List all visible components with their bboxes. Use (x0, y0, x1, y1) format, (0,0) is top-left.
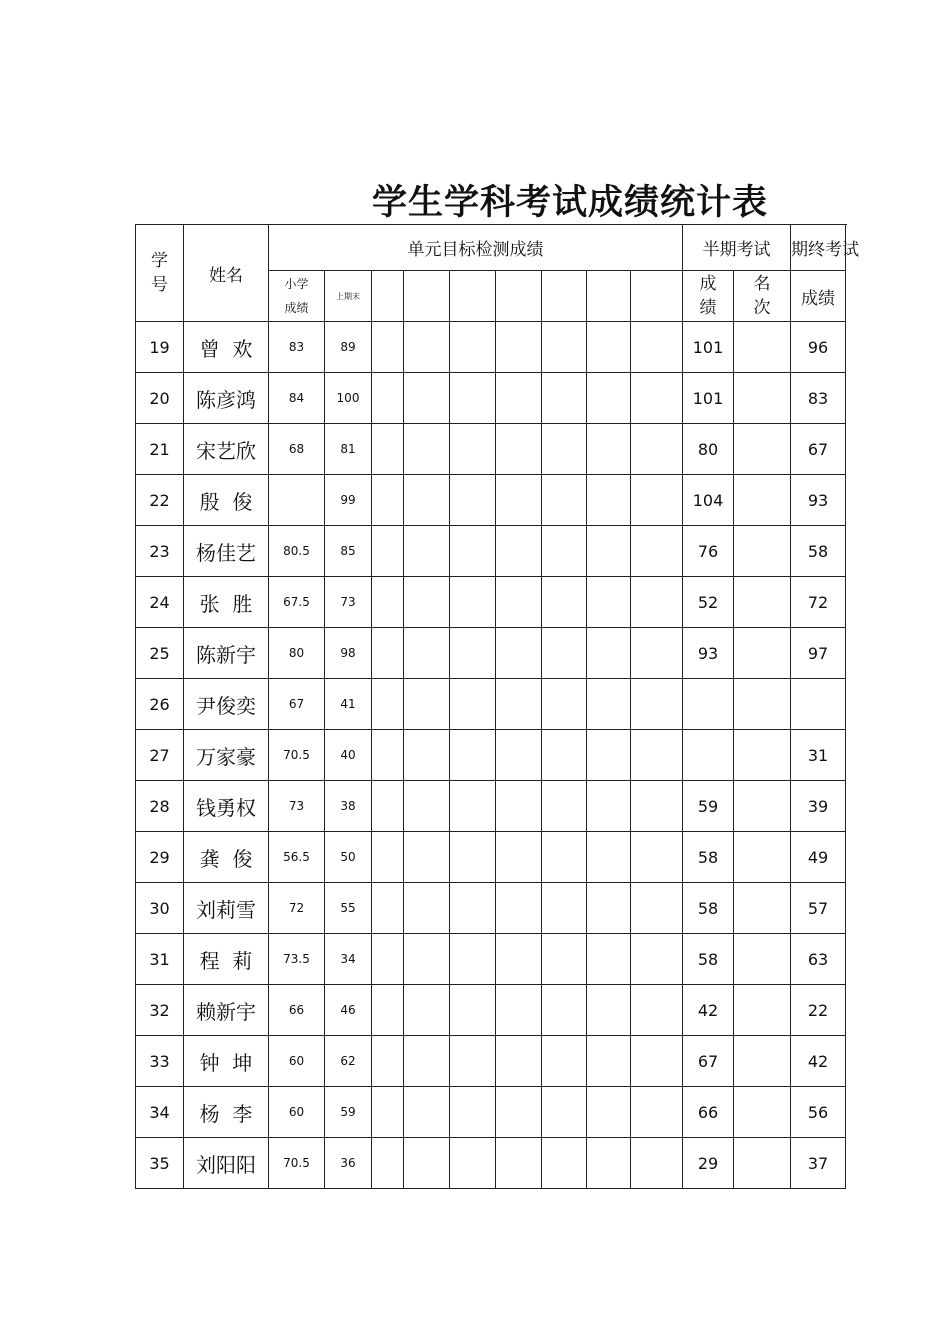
cell-last-term-score: 36 (325, 1138, 372, 1189)
cell-final-score: 72 (791, 577, 846, 628)
cell-unit-blank (542, 832, 587, 883)
cell-unit-blank (372, 424, 404, 475)
cell-unit-blank (404, 1087, 450, 1138)
cell-last-term-score: 99 (325, 475, 372, 526)
cell-midterm-rank (734, 934, 791, 985)
cell-student-id: 30 (136, 883, 184, 934)
cell-unit-blank (542, 730, 587, 781)
cell-unit-blank (372, 475, 404, 526)
cell-unit-blank (587, 1036, 631, 1087)
cell-unit-blank (631, 730, 683, 781)
cell-unit-blank (496, 424, 542, 475)
cell-student-name: 钱勇权 (184, 781, 269, 832)
cell-unit-blank (587, 628, 631, 679)
cell-final-score (791, 679, 846, 730)
page-title: 学生学科考试成绩统计表 (372, 183, 769, 223)
cell-student-name: 陈彦鸿 (184, 373, 269, 424)
cell-final-score: 42 (791, 1036, 846, 1087)
cell-unit-blank (450, 883, 496, 934)
cell-unit-blank (542, 373, 587, 424)
table-row (136, 1036, 846, 1087)
cell-unit-blank (450, 1087, 496, 1138)
cell-unit-blank (404, 679, 450, 730)
cell-unit-blank (404, 730, 450, 781)
cell-unit-blank (542, 475, 587, 526)
cell-unit-blank (450, 679, 496, 730)
cell-student-id: 35 (136, 1138, 184, 1189)
cell-unit-blank (372, 781, 404, 832)
cell-unit-blank (542, 322, 587, 373)
table-row (136, 322, 846, 373)
cell-final-score: 67 (791, 424, 846, 475)
cell-final-score: 22 (791, 985, 846, 1036)
cell-last-term-score: 41 (325, 679, 372, 730)
cell-last-term-score: 85 (325, 526, 372, 577)
header-unit-blank (372, 271, 404, 322)
cell-midterm-score: 67 (683, 1036, 734, 1087)
cell-primary-score: 73 (269, 781, 325, 832)
cell-unit-blank (404, 373, 450, 424)
cell-student-name: 万家豪 (184, 730, 269, 781)
cell-unit-blank (404, 322, 450, 373)
cell-midterm-rank (734, 322, 791, 373)
header-unit-tests: 单元目标检测成绩 (269, 225, 683, 271)
cell-unit-blank (450, 628, 496, 679)
cell-unit-blank (631, 424, 683, 475)
cell-unit-blank (496, 1036, 542, 1087)
cell-midterm-rank (734, 373, 791, 424)
cell-unit-blank (587, 883, 631, 934)
cell-student-name: 杨佳艺 (184, 526, 269, 577)
cell-unit-blank (404, 526, 450, 577)
header-unit-blank (631, 271, 683, 322)
cell-midterm-rank (734, 526, 791, 577)
cell-unit-blank (450, 832, 496, 883)
cell-midterm-score (683, 679, 734, 730)
table-row (136, 424, 846, 475)
cell-student-name: 赖新宇 (184, 985, 269, 1036)
cell-student-id: 28 (136, 781, 184, 832)
cell-unit-blank (587, 526, 631, 577)
cell-last-term-score: 59 (325, 1087, 372, 1138)
cell-unit-blank (372, 934, 404, 985)
cell-midterm-rank (734, 985, 791, 1036)
cell-unit-blank (372, 628, 404, 679)
cell-final-score: 63 (791, 934, 846, 985)
cell-unit-blank (372, 373, 404, 424)
cell-unit-blank (631, 679, 683, 730)
cell-midterm-score: 29 (683, 1138, 734, 1189)
cell-midterm-rank (734, 1036, 791, 1087)
cell-midterm-score: 42 (683, 985, 734, 1036)
cell-unit-blank (404, 985, 450, 1036)
header-mid-rank: 名次 (734, 271, 791, 322)
cell-student-name: 宋艺欣 (184, 424, 269, 475)
cell-primary-score: 72 (269, 883, 325, 934)
cell-midterm-rank (734, 1087, 791, 1138)
cell-unit-blank (587, 1087, 631, 1138)
cell-unit-blank (631, 475, 683, 526)
table-row (136, 730, 846, 781)
cell-primary-score: 80.5 (269, 526, 325, 577)
cell-unit-blank (496, 781, 542, 832)
cell-student-id: 23 (136, 526, 184, 577)
cell-midterm-score: 80 (683, 424, 734, 475)
cell-midterm-rank (734, 475, 791, 526)
cell-unit-blank (496, 883, 542, 934)
cell-student-id: 26 (136, 679, 184, 730)
header-final-score: 成绩 (791, 271, 846, 322)
cell-unit-blank (404, 832, 450, 883)
cell-student-id: 21 (136, 424, 184, 475)
cell-unit-blank (372, 577, 404, 628)
cell-midterm-score: 101 (683, 322, 734, 373)
cell-student-name: 张 胜 (184, 577, 269, 628)
cell-student-id: 22 (136, 475, 184, 526)
cell-unit-blank (450, 577, 496, 628)
cell-primary-score: 67.5 (269, 577, 325, 628)
cell-unit-blank (631, 883, 683, 934)
table-row (136, 679, 846, 730)
cell-unit-blank (496, 475, 542, 526)
cell-midterm-rank (734, 628, 791, 679)
cell-student-name: 刘阳阳 (184, 1138, 269, 1189)
cell-midterm-score (683, 730, 734, 781)
cell-unit-blank (587, 679, 631, 730)
table-row (136, 577, 846, 628)
cell-unit-blank (631, 985, 683, 1036)
cell-final-score: 96 (791, 322, 846, 373)
cell-unit-blank (631, 1138, 683, 1189)
cell-student-id: 31 (136, 934, 184, 985)
cell-unit-blank (372, 1138, 404, 1189)
cell-unit-blank (450, 373, 496, 424)
cell-student-id: 27 (136, 730, 184, 781)
cell-last-term-score: 81 (325, 424, 372, 475)
cell-unit-blank (404, 883, 450, 934)
cell-final-score: 97 (791, 628, 846, 679)
cell-unit-blank (542, 781, 587, 832)
cell-primary-score: 84 (269, 373, 325, 424)
cell-unit-blank (587, 373, 631, 424)
cell-unit-blank (587, 781, 631, 832)
cell-final-score: 83 (791, 373, 846, 424)
cell-unit-blank (372, 832, 404, 883)
cell-unit-blank (450, 1138, 496, 1189)
cell-midterm-rank (734, 424, 791, 475)
cell-student-id: 29 (136, 832, 184, 883)
table-row (136, 1138, 846, 1189)
cell-unit-blank (496, 832, 542, 883)
cell-midterm-score: 58 (683, 934, 734, 985)
cell-student-id: 19 (136, 322, 184, 373)
cell-unit-blank (450, 730, 496, 781)
cell-unit-blank (372, 883, 404, 934)
cell-last-term-score: 62 (325, 1036, 372, 1087)
cell-unit-blank (542, 628, 587, 679)
cell-student-name: 殷 俊 (184, 475, 269, 526)
cell-unit-blank (496, 1087, 542, 1138)
cell-unit-blank (404, 1138, 450, 1189)
cell-unit-blank (631, 1087, 683, 1138)
cell-unit-blank (496, 1138, 542, 1189)
cell-student-name: 尹俊奕 (184, 679, 269, 730)
cell-primary-score: 67 (269, 679, 325, 730)
cell-last-term-score: 40 (325, 730, 372, 781)
cell-student-name: 龚 俊 (184, 832, 269, 883)
header-unit-blank (587, 271, 631, 322)
table-row (136, 883, 846, 934)
header-unit-blank (450, 271, 496, 322)
cell-midterm-score: 66 (683, 1087, 734, 1138)
header-primary-score: 小学成绩 (269, 271, 325, 322)
cell-last-term-score: 50 (325, 832, 372, 883)
table-row (136, 475, 846, 526)
table-row (136, 628, 846, 679)
cell-final-score: 57 (791, 883, 846, 934)
cell-final-score: 31 (791, 730, 846, 781)
table-row (136, 934, 846, 985)
cell-final-score: 56 (791, 1087, 846, 1138)
cell-student-name: 杨 李 (184, 1087, 269, 1138)
cell-unit-blank (542, 985, 587, 1036)
header-row-1 (136, 225, 846, 271)
cell-last-term-score: 46 (325, 985, 372, 1036)
cell-unit-blank (542, 1036, 587, 1087)
cell-unit-blank (542, 424, 587, 475)
cell-unit-blank (631, 373, 683, 424)
cell-unit-blank (496, 526, 542, 577)
table-row (136, 526, 846, 577)
cell-unit-blank (372, 1087, 404, 1138)
cell-unit-blank (587, 475, 631, 526)
cell-last-term-score: 38 (325, 781, 372, 832)
cell-midterm-score: 104 (683, 475, 734, 526)
cell-midterm-score: 58 (683, 883, 734, 934)
cell-unit-blank (372, 985, 404, 1036)
cell-unit-blank (496, 628, 542, 679)
cell-unit-blank (372, 1036, 404, 1087)
cell-unit-blank (542, 883, 587, 934)
cell-unit-blank (372, 679, 404, 730)
cell-last-term-score: 34 (325, 934, 372, 985)
cell-student-id: 20 (136, 373, 184, 424)
cell-primary-score: 68 (269, 424, 325, 475)
cell-unit-blank (404, 934, 450, 985)
cell-unit-blank (496, 679, 542, 730)
cell-last-term-score: 55 (325, 883, 372, 934)
cell-unit-blank (450, 526, 496, 577)
cell-midterm-rank (734, 832, 791, 883)
cell-midterm-rank (734, 1138, 791, 1189)
cell-last-term-score: 89 (325, 322, 372, 373)
header-name: 姓名 (184, 225, 269, 322)
cell-primary-score: 60 (269, 1087, 325, 1138)
cell-unit-blank (587, 424, 631, 475)
cell-unit-blank (542, 1138, 587, 1189)
cell-unit-blank (450, 781, 496, 832)
cell-unit-blank (450, 475, 496, 526)
cell-primary-score: 83 (269, 322, 325, 373)
cell-unit-blank (496, 373, 542, 424)
cell-midterm-score: 52 (683, 577, 734, 628)
cell-unit-blank (496, 934, 542, 985)
cell-unit-blank (587, 577, 631, 628)
cell-final-score: 37 (791, 1138, 846, 1189)
cell-unit-blank (404, 1036, 450, 1087)
header-unit-blank (404, 271, 450, 322)
cell-unit-blank (542, 679, 587, 730)
cell-midterm-rank (734, 577, 791, 628)
header-final: 期终考试 (791, 225, 846, 271)
cell-unit-blank (404, 628, 450, 679)
header-midterm: 半期考试 (683, 225, 791, 271)
cell-primary-score: 70.5 (269, 730, 325, 781)
cell-primary-score: 60 (269, 1036, 325, 1087)
cell-unit-blank (450, 322, 496, 373)
cell-primary-score: 80 (269, 628, 325, 679)
cell-unit-blank (542, 934, 587, 985)
cell-midterm-rank (734, 781, 791, 832)
cell-unit-blank (496, 577, 542, 628)
cell-final-score: 39 (791, 781, 846, 832)
cell-midterm-score: 76 (683, 526, 734, 577)
table-row (136, 985, 846, 1036)
header-unit-blank (496, 271, 542, 322)
cell-unit-blank (542, 526, 587, 577)
header-unit-blank (542, 271, 587, 322)
cell-unit-blank (631, 577, 683, 628)
header-last-term: 上期末 (325, 271, 372, 322)
cell-last-term-score: 100 (325, 373, 372, 424)
cell-primary-score: 56.5 (269, 832, 325, 883)
cell-unit-blank (587, 985, 631, 1036)
cell-final-score: 93 (791, 475, 846, 526)
cell-student-name: 钟 坤 (184, 1036, 269, 1087)
cell-primary-score (269, 475, 325, 526)
cell-primary-score: 66 (269, 985, 325, 1036)
cell-student-id: 25 (136, 628, 184, 679)
cell-primary-score: 73.5 (269, 934, 325, 985)
cell-unit-blank (450, 934, 496, 985)
cell-final-score: 49 (791, 832, 846, 883)
header-mid-score: 成绩 (683, 271, 734, 322)
cell-unit-blank (631, 934, 683, 985)
cell-unit-blank (587, 832, 631, 883)
cell-unit-blank (372, 322, 404, 373)
cell-unit-blank (404, 424, 450, 475)
cell-midterm-score: 101 (683, 373, 734, 424)
cell-unit-blank (542, 1087, 587, 1138)
cell-unit-blank (404, 475, 450, 526)
cell-unit-blank (631, 832, 683, 883)
table-row (136, 832, 846, 883)
cell-midterm-score: 59 (683, 781, 734, 832)
cell-unit-blank (542, 577, 587, 628)
cell-unit-blank (631, 628, 683, 679)
cell-unit-blank (496, 322, 542, 373)
header-id: 学号 (136, 225, 184, 322)
cell-midterm-score: 58 (683, 832, 734, 883)
cell-student-name: 程 莉 (184, 934, 269, 985)
cell-unit-blank (496, 985, 542, 1036)
cell-midterm-rank (734, 679, 791, 730)
cell-last-term-score: 98 (325, 628, 372, 679)
cell-unit-blank (450, 1036, 496, 1087)
cell-unit-blank (631, 526, 683, 577)
cell-student-name: 曾 欢 (184, 322, 269, 373)
cell-student-name: 陈新宇 (184, 628, 269, 679)
cell-student-id: 32 (136, 985, 184, 1036)
table-row (136, 373, 846, 424)
cell-unit-blank (631, 1036, 683, 1087)
cell-unit-blank (404, 577, 450, 628)
cell-unit-blank (372, 730, 404, 781)
cell-unit-blank (631, 781, 683, 832)
cell-unit-blank (450, 424, 496, 475)
cell-student-id: 33 (136, 1036, 184, 1087)
cell-unit-blank (372, 526, 404, 577)
cell-midterm-score: 93 (683, 628, 734, 679)
cell-student-id: 24 (136, 577, 184, 628)
cell-unit-blank (631, 322, 683, 373)
cell-final-score: 58 (791, 526, 846, 577)
cell-primary-score: 70.5 (269, 1138, 325, 1189)
table-row (136, 781, 846, 832)
cell-unit-blank (587, 1138, 631, 1189)
cell-unit-blank (587, 322, 631, 373)
cell-unit-blank (587, 934, 631, 985)
cell-last-term-score: 73 (325, 577, 372, 628)
cell-unit-blank (587, 730, 631, 781)
cell-unit-blank (450, 985, 496, 1036)
cell-unit-blank (496, 730, 542, 781)
cell-unit-blank (404, 781, 450, 832)
score-table (135, 224, 860, 1189)
cell-midterm-rank (734, 730, 791, 781)
table-row (136, 1087, 846, 1138)
cell-midterm-rank (734, 883, 791, 934)
cell-student-id: 34 (136, 1087, 184, 1138)
cell-student-name: 刘莉雪 (184, 883, 269, 934)
